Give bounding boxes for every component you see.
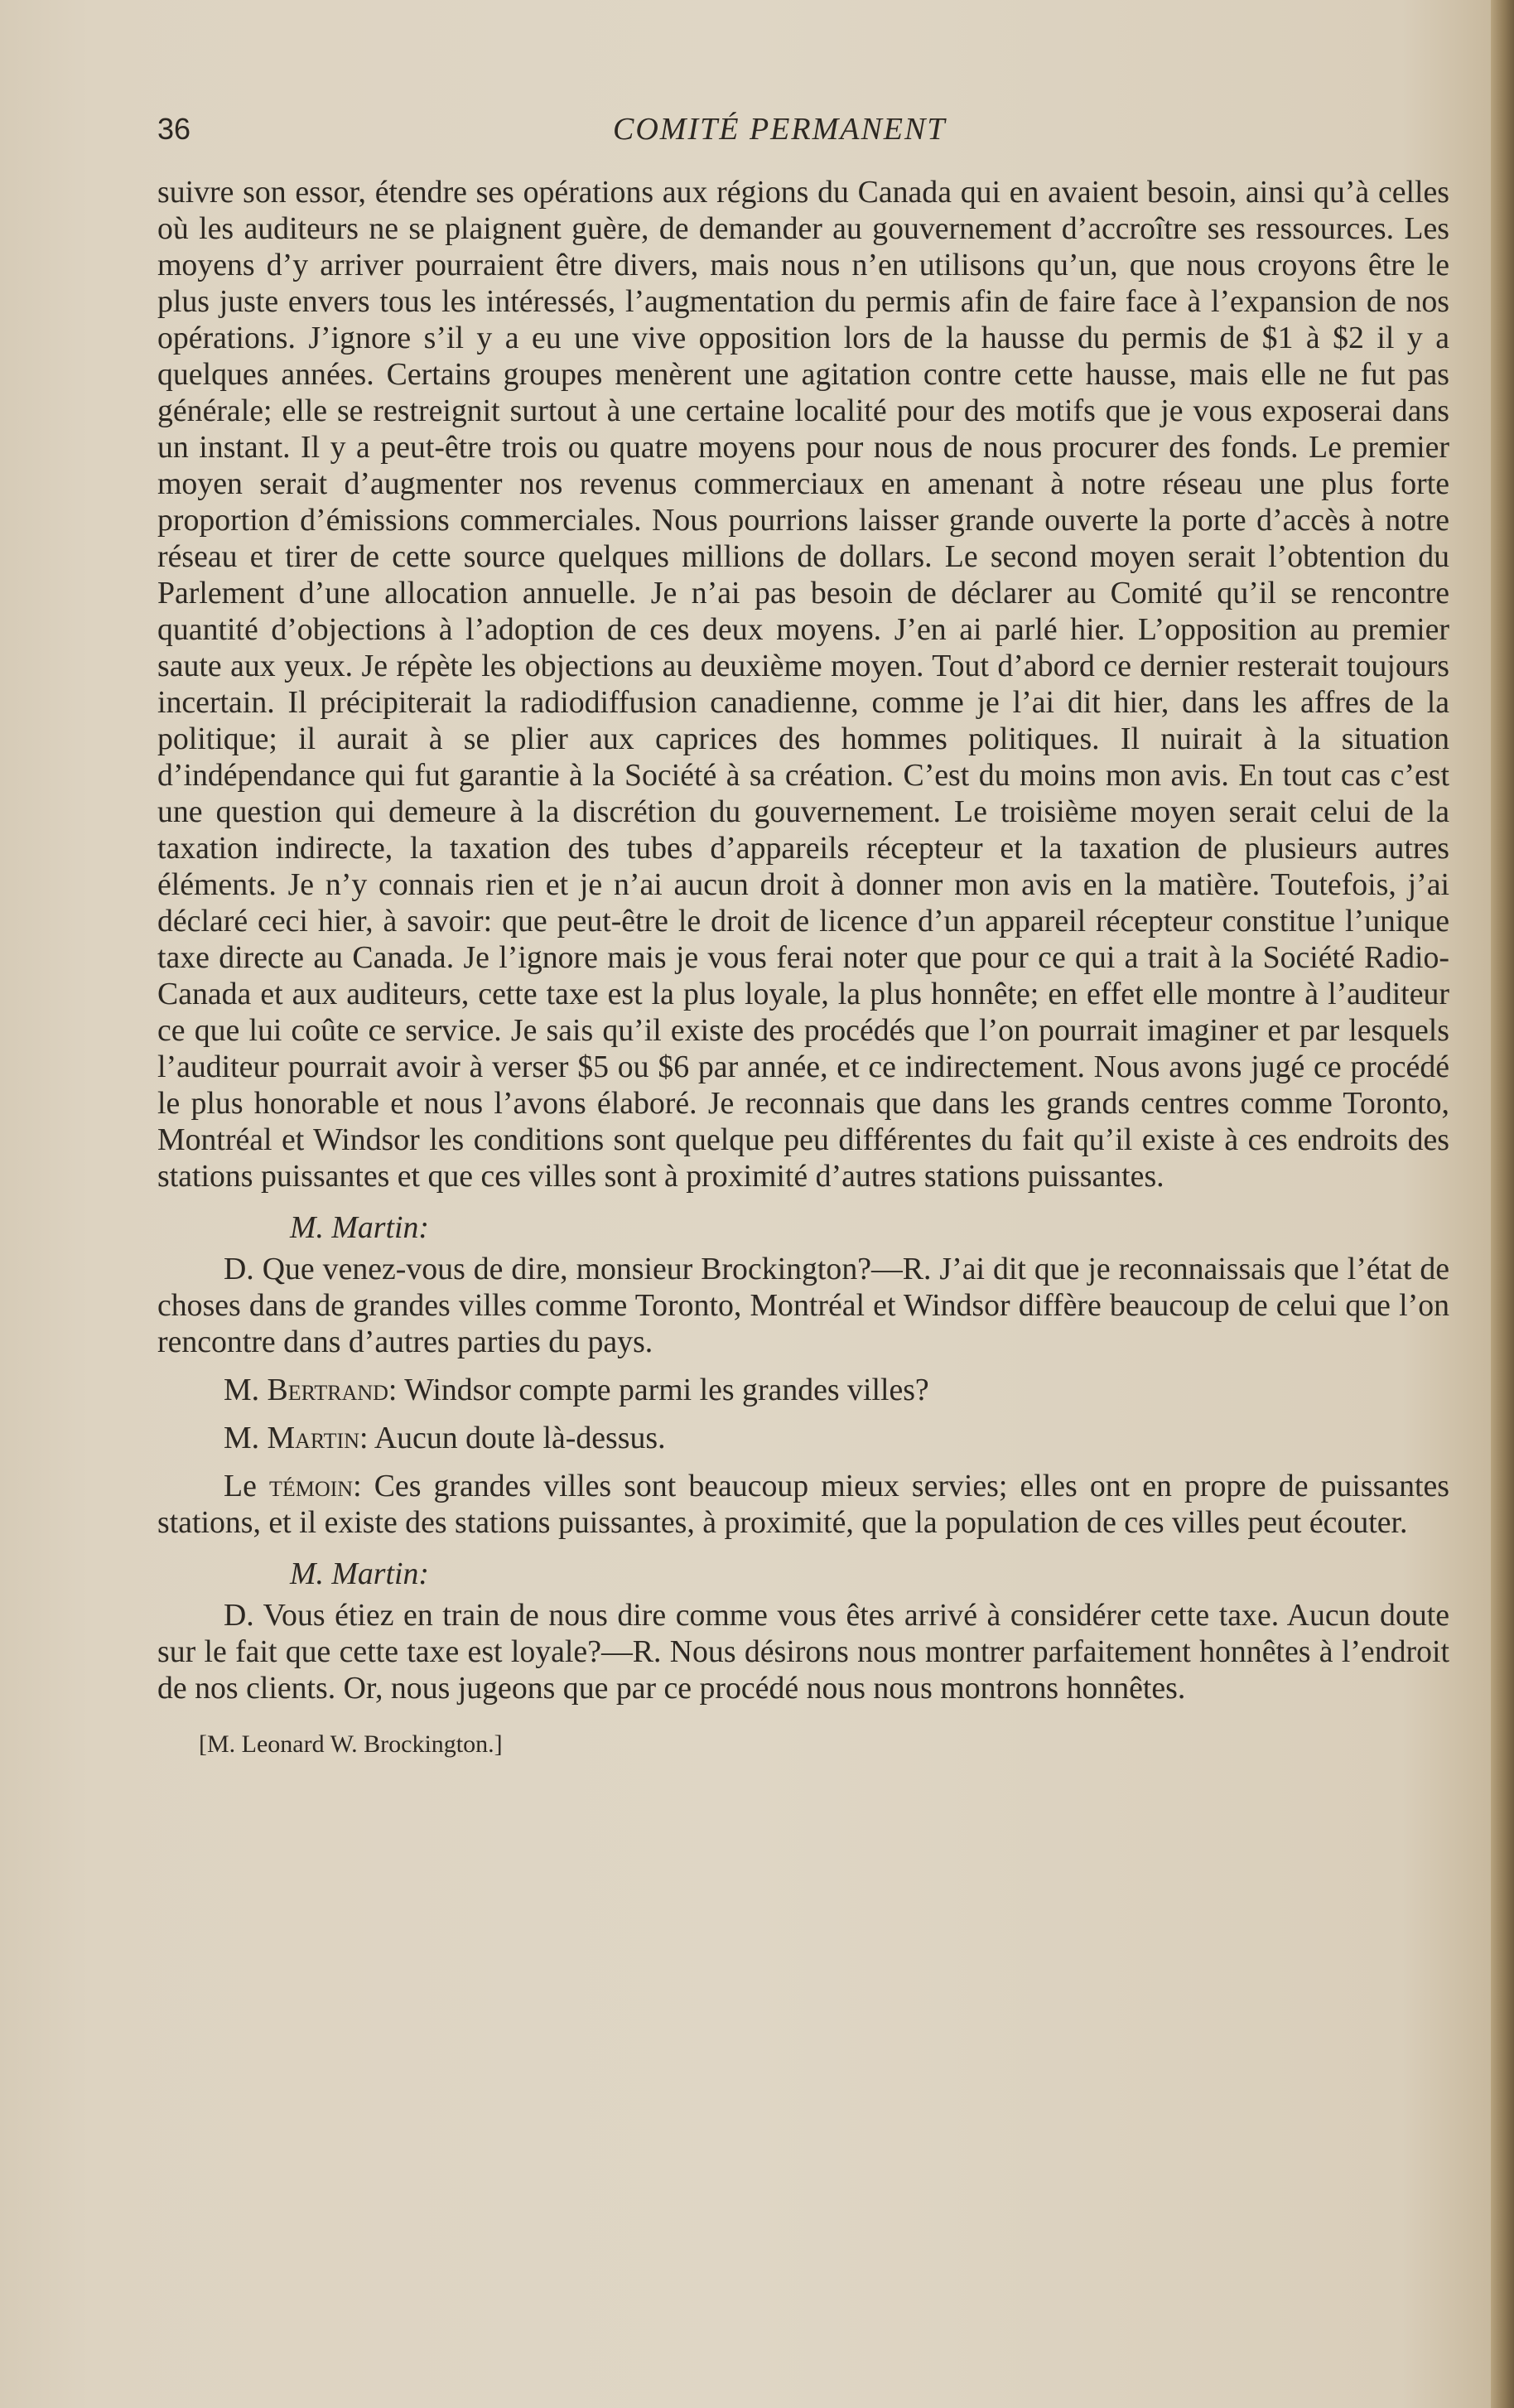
- page-number: 36: [157, 112, 191, 146]
- temoin-prefix: Le: [224, 1469, 269, 1503]
- paragraph-martin: [157, 1420, 1449, 1456]
- paragraph-temoin: [157, 1468, 1449, 1541]
- witness-attribution: [M. Leonard W. Brockington.]: [199, 1730, 503, 1758]
- speaker-heading-martin: M. Martin:: [290, 1210, 429, 1245]
- paragraph-question-answer: D. Que venez-vous de dire, monsieur Brockington?—R. J’ai dit que je reconnaissais que l’état de choses dans de grandes villes comme Toronto, Montréal et Windsor diffère beaucoup de celui que l’on rencontre dans d’autres parties du pays.: [157, 1252, 1449, 1359]
- martin-remark: Aucun doute là-dessus.: [368, 1421, 666, 1455]
- paragraph-question-answer-2: D. Vous étiez en train de nous dire comme vous êtes arrivé à considérer cette taxe. Aucun doute sur le fait que cette taxe est loyale?—R. Nous désirons nous montrer parfaitement honnêtes à l’endroit de nos clients. Or, nous jugeons que par ce procédé nous nous montrons honnêtes.: [157, 1598, 1449, 1706]
- paragraph-testimony: suivre son essor, étendre ses opérations aux régions du Canada qui en avaient besoin, ainsi qu’à celles où les auditeurs ne se plaignent guère, de demander au gouvernement d’accroître ses ressources. Les moyens d’y arriver pourraient être divers, mais nous n’en utilisons qu’un, que nous croyons être le plus juste envers tous les intéressés, l’augmentation du permis afin de faire face à l’expansion de nos opérations. J’ignore s’il y a eu une vive opposition lors de la hausse du permis de $1 à $2 il y a quelques années. Certains groupes menèrent une agitation contre cette hausse, mais elle ne fut pas générale; elle se restreignit surtout à une certaine localité pour des motifs que je vous exposerai dans un instant. Il y a peut-être trois ou quatre moyens pour nous de nous procurer des fonds. Le premier moyen serait d’augmenter nos revenus commerciaux en amenant à notre réseau une plus forte proportion d’émissions commerciales. Nous pourrions laisser grande ouverte la porte d’accès à notre réseau et tirer de cette source quelques millions de dollars. Le second moyen serait l’obtention du Parlement d’une allocation annuelle. Je n’ai pas besoin de déclarer au Comité qu’il se rencontre quantité d’objections à l’adoption de ces deux moyens. J’en ai parlé hier. L’opposition au premier saute aux yeux. Je répète les objections au deuxième moyen. Tout d’abord ce dernier resterait toujours incertain. Il précipiterait la radiodiffusion canadienne, comme je l’ai dit hier, dans les affres de la politique; il aurait à se plier aux caprices des hommes politiques. Il nuirait à la situation d’indépendance qui fut garantie à la Société à sa création. C’est du moins mon avis. En tout cas c’est une question qui demeure à la discrétion du gouvernement. Le troisième moyen serait celui de la taxation indirecte, la taxation des tubes d’appareils récepteur et la taxation de plusieurs autres éléments. Je n’y connais rien et je n’ai aucun droit à donner mon avis en la matière. Toutefois, j’ai déclaré ceci hier, à savoir: que peut-être le droit de licence d’un appareil récepteur constitue l’unique taxe directe au Canada. Je l’ignore mais je vous ferai noter que pour ce qui a trait à la Société Radio-Canada et aux auditeurs, cette taxe est la plus loyale, la plus honnête; en effet elle montre à l’auditeur ce que lui coûte ce service. Je sais qu’il existe des procédés que l’on pourrait imaginer et par lesquels l’auditeur pourrait avoir à verser $5 ou $6 par année, et ce indirectement. Nous avons jugé ce procédé le plus honorable et nous l’avons élaboré. Je reconnais que dans les grands centres comme Toronto, Montréal et Windsor les conditions sont quelque peu différentes du fait qu’il existe à ces endroits des stations puissantes et que ces villes sont à proximité d’autres stations puissantes.: [157, 175, 1449, 1194]
- paragraph-bertrand: [157, 1372, 1449, 1408]
- running-head: [157, 106, 1449, 152]
- page-body: [157, 174, 1449, 1761]
- book-binding-edge: [1491, 0, 1514, 2408]
- speaker-heading-martin-2: M. Martin:: [290, 1556, 429, 1591]
- speaker-name-temoin: témoin:: [268, 1469, 362, 1503]
- speaker-name-martin: M. Martin:: [224, 1421, 369, 1455]
- temoin-remark: Ces grandes villes sont beaucoup mieux servies; elles ont en propre de puissantes stations, et il existe des stations puissantes, à proximité, que la population de ces villes peut écouter.: [157, 1469, 1449, 1540]
- running-title: COMITÉ PERMANENT: [613, 112, 947, 147]
- speaker-name-bertrand: M. Bertrand:: [224, 1373, 398, 1407]
- bertrand-remark: Windsor compte parmi les grandes villes?: [397, 1373, 929, 1407]
